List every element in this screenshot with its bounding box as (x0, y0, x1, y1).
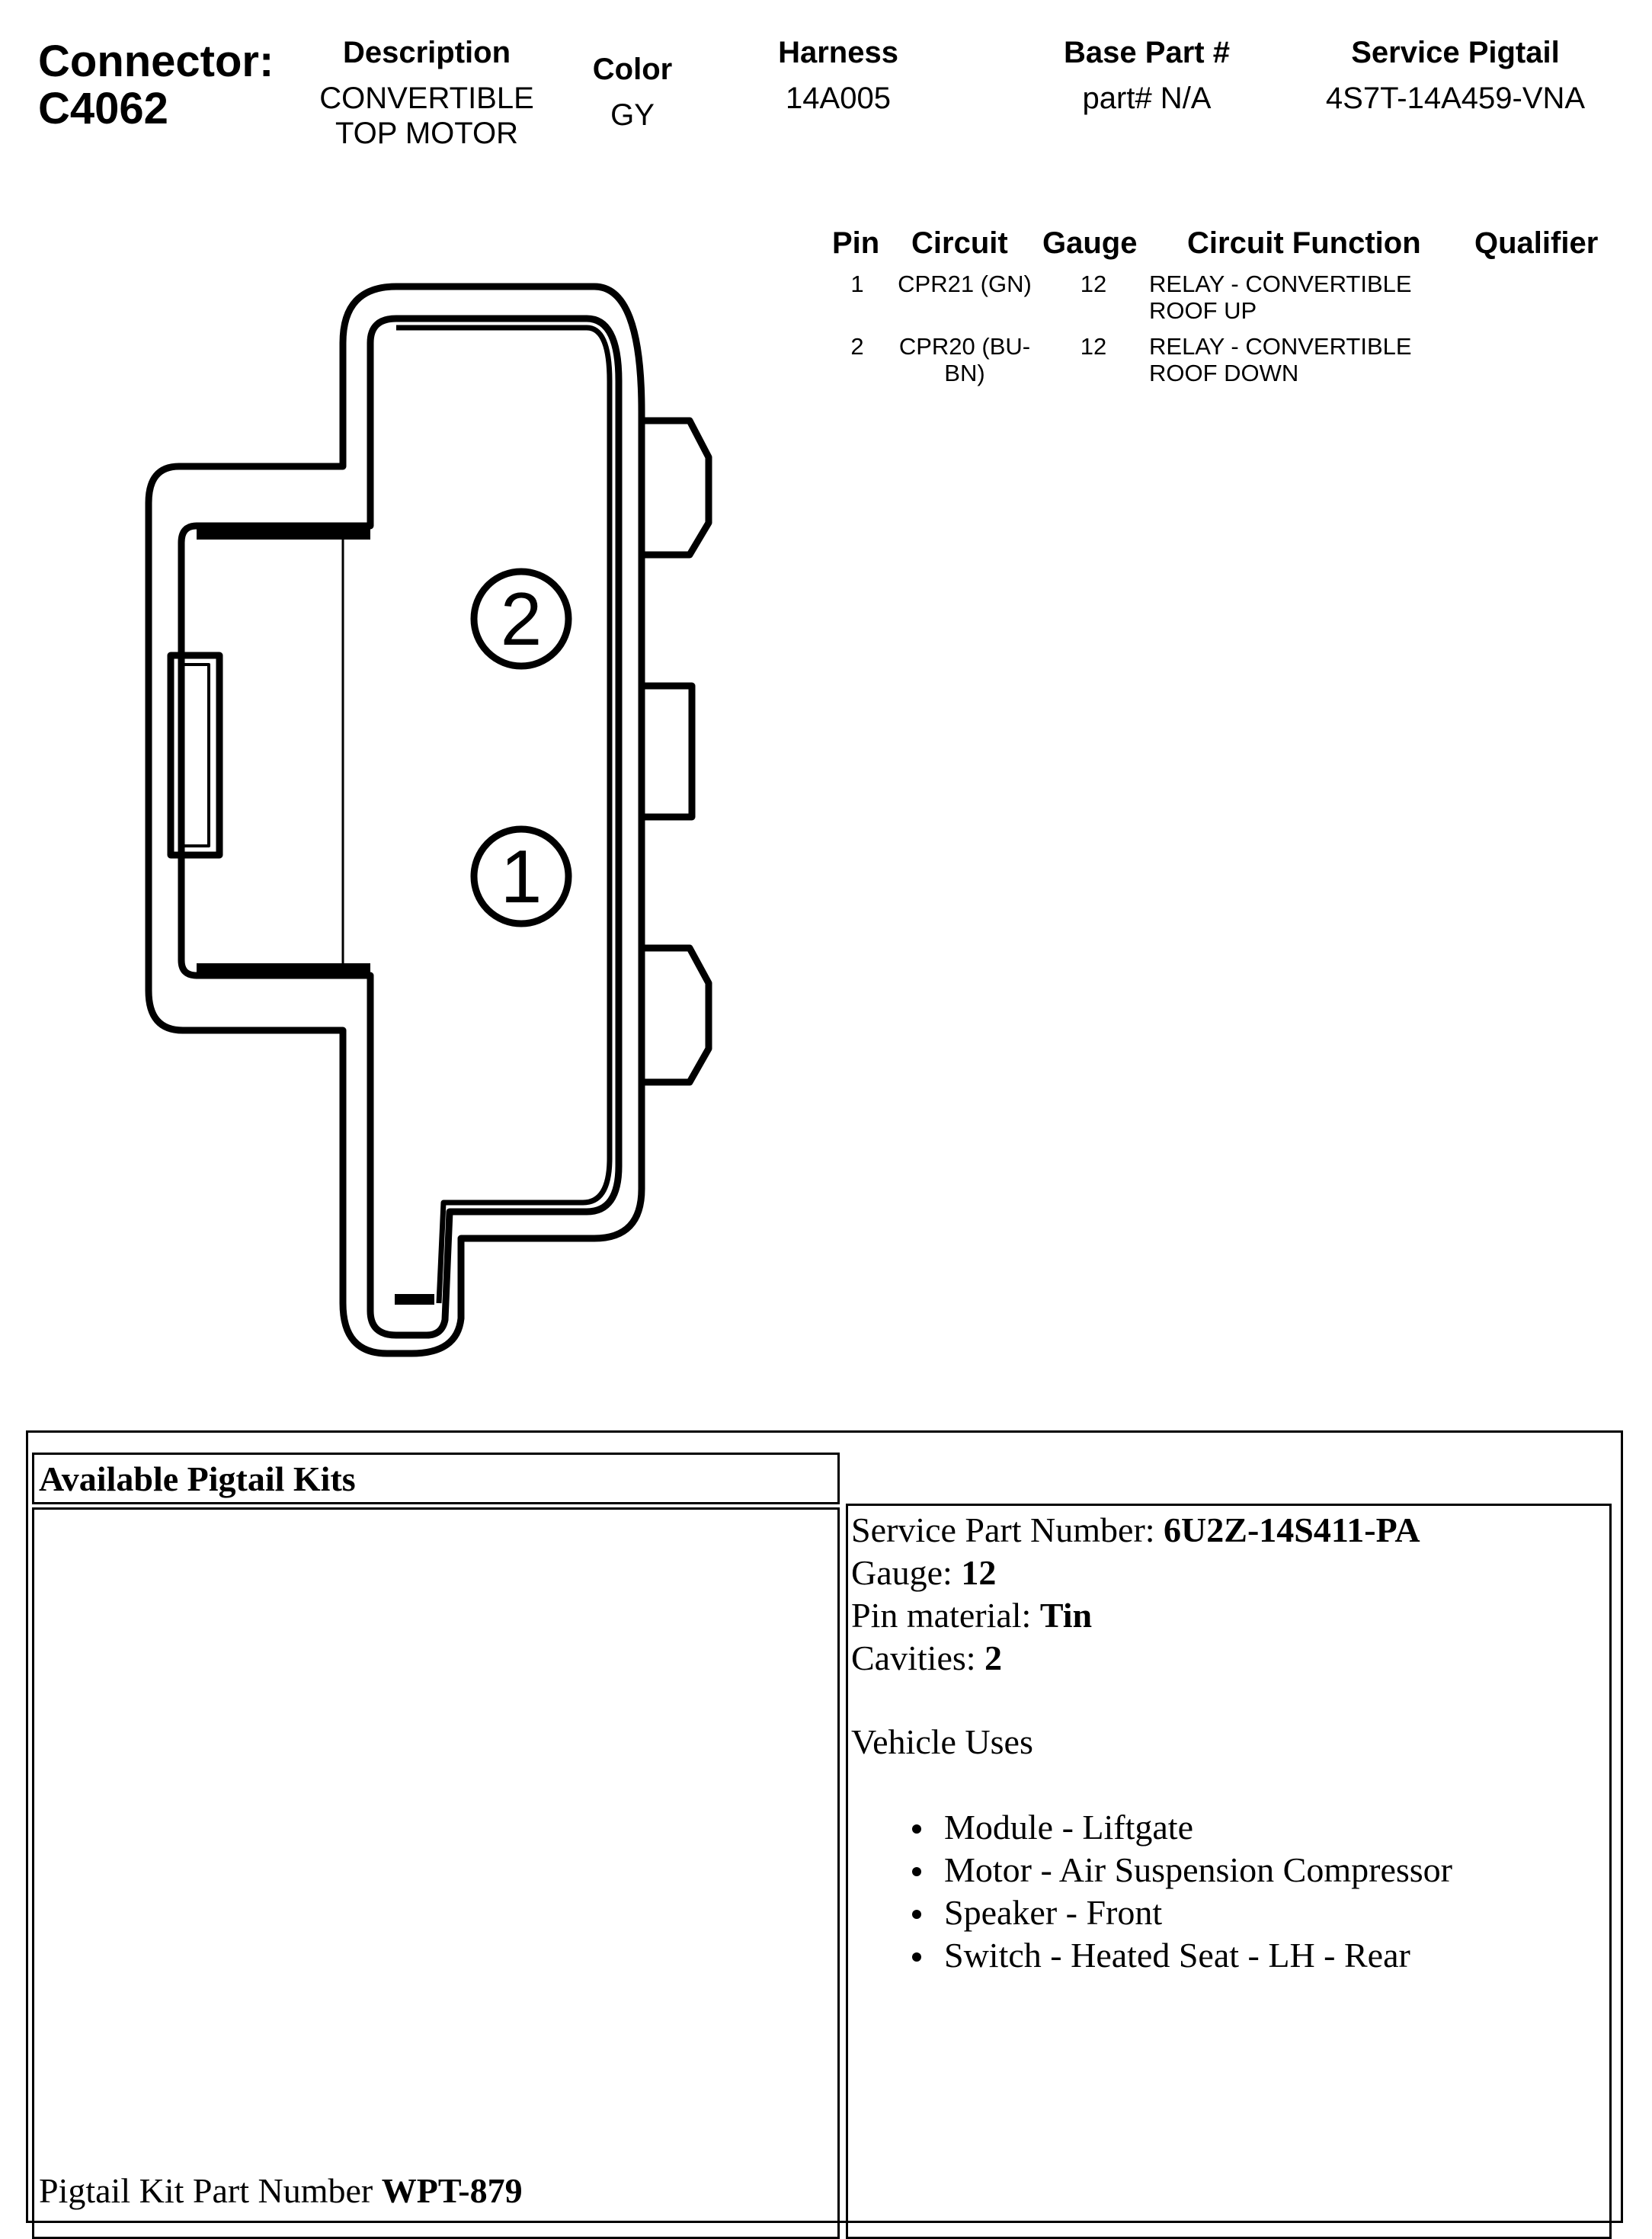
connector-face-diagram (0, 0, 762, 1387)
list-item: Module - Liftgate (906, 1806, 1452, 1849)
service-pigtail-value: 4S7T-14A459-VNA (1325, 82, 1586, 115)
color-heading: Color (592, 53, 673, 86)
pin-material-label: Pin material: (851, 1596, 1040, 1635)
row-2-circuit-line-2: BN) (944, 360, 985, 386)
pin-header: Pin (832, 226, 880, 260)
base-part-heading: Base Part # (1064, 36, 1230, 69)
row-2-gauge: 12 (1080, 333, 1107, 360)
latch-slot-inner (181, 665, 209, 846)
right-tab-top (642, 421, 709, 555)
connector-inner-shell (181, 319, 619, 1335)
row-2-function (1149, 333, 1412, 386)
row-1-gauge: 12 (1080, 271, 1107, 297)
base-part-value: part# N/A (1082, 82, 1212, 115)
gauge-value: 12 (961, 1553, 997, 1592)
row-2-circuit (888, 333, 1041, 386)
circuit-header: Circuit (911, 226, 1008, 260)
vehicle-uses-list (906, 1806, 1452, 1977)
service-part-label: Service Part Number: (851, 1510, 1164, 1549)
list-item: Speaker - Front (906, 1891, 1452, 1934)
description-line-1: CONVERTIBLE (319, 82, 534, 115)
description-line-2: TOP MOTOR (335, 117, 519, 150)
service-pigtail-heading: Service Pigtail (1351, 36, 1560, 69)
right-tab-middle (642, 686, 692, 817)
cavities-line (851, 1637, 1452, 1680)
service-part-line (851, 1509, 1452, 1552)
harness-column (732, 35, 945, 116)
base-part-column (1021, 35, 1273, 116)
gauge-label: Gauge: (851, 1553, 962, 1592)
row-1-circuit-line-1: CPR21 (GN) (898, 271, 1032, 297)
cavities-label: Cavities: (851, 1638, 985, 1677)
cavities-value: 2 (984, 1638, 1003, 1677)
pin-1-number: 1 (500, 834, 543, 918)
description-heading: Description (342, 36, 511, 69)
pin-material-line (851, 1594, 1452, 1637)
service-pigtail-column (1295, 35, 1615, 116)
color-value: GY (610, 98, 655, 132)
service-part-value: 6U2Z-14S411-PA (1164, 1510, 1420, 1549)
pin-2-number: 2 (500, 577, 543, 661)
gauge-line (851, 1552, 1452, 1594)
kit-part-label: Pigtail Kit Part Number (39, 2171, 382, 2210)
kit-details-cell (846, 1504, 1612, 2239)
row-2-function-line-2: ROOF DOWN (1149, 360, 1299, 386)
harness-value: 14A005 (786, 82, 891, 115)
kit-part-value: WPT-879 (381, 2171, 523, 2210)
kit-details (851, 1509, 1452, 1977)
vehicle-uses-label: Vehicle Uses (851, 1722, 1033, 1761)
kits-title: Available Pigtail Kits (39, 1459, 356, 1498)
row-2-function-line-1: RELAY - CONVERTIBLE (1149, 333, 1412, 360)
list-item: Motor - Air Suspension Compressor (906, 1849, 1452, 1891)
row-1-pin: 1 (850, 271, 864, 297)
kit-image-cell (32, 1507, 840, 2239)
connector-id: C4062 (38, 84, 168, 133)
row-1-circuit (888, 271, 1041, 297)
row-1-function (1149, 271, 1412, 324)
harness-heading: Harness (778, 36, 898, 69)
qualifier-header: Qualifier (1474, 226, 1599, 260)
row-1-function-line-2: ROOF UP (1149, 297, 1257, 324)
connector-label: Connector: (38, 37, 274, 86)
gauge-header: Gauge (1042, 226, 1138, 260)
pin-material-value: Tin (1039, 1596, 1093, 1635)
circuit-function-header: Circuit Function (1187, 226, 1421, 260)
row-2-pin: 2 (850, 333, 864, 360)
kits-title-cell (32, 1453, 840, 1504)
kit-part-number (39, 2170, 523, 2212)
row-2-circuit-line-1: CPR20 (BU- (898, 333, 1031, 360)
right-tab-bottom (642, 948, 709, 1082)
row-1-function-line-1: RELAY - CONVERTIBLE (1149, 271, 1412, 297)
list-item: Switch - Heated Seat - LH - Rear (906, 1934, 1452, 1977)
connector-inner-wall (396, 328, 610, 1303)
